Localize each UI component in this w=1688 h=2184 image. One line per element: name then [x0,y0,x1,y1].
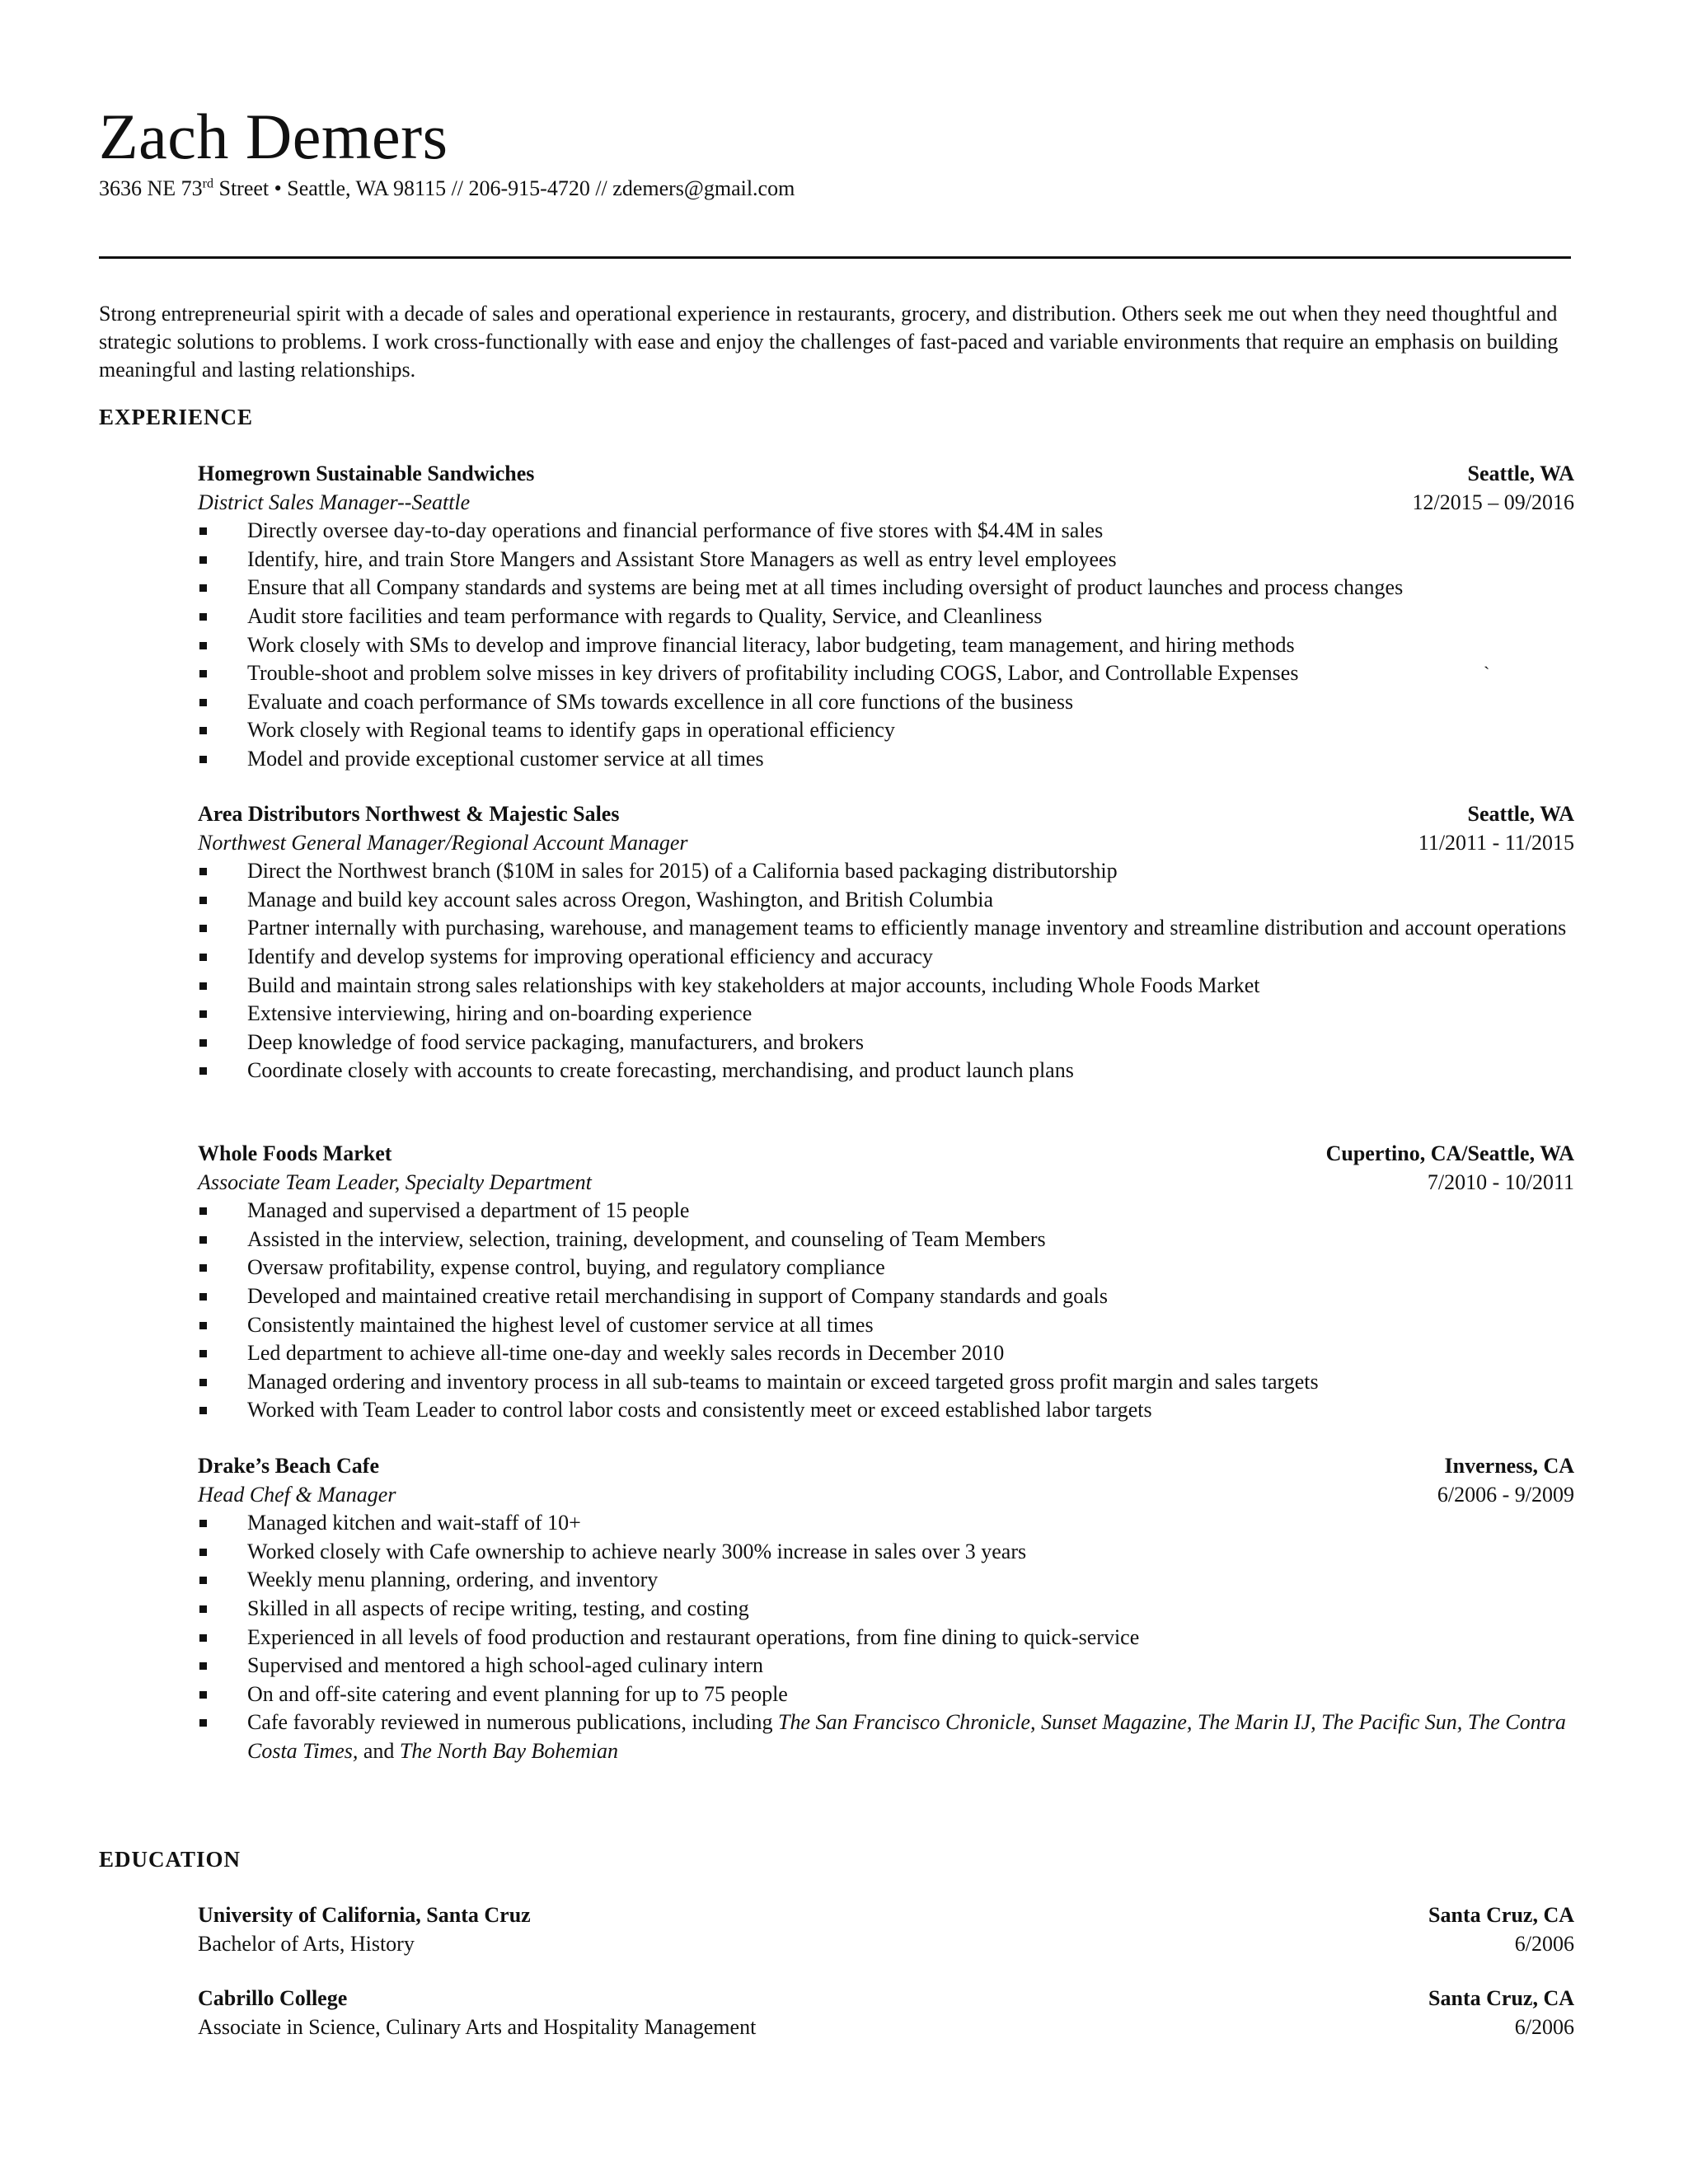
bullet-text: Assisted in the interview, selection, training, development, and counseling of Team Members [247,1226,1046,1251]
job-company: Homegrown Sustainable Sandwiches [198,462,535,485]
bullet-square-icon [199,954,207,961]
bullet-text: Skilled in all aspects of recipe writing, testing, and costing [247,1596,749,1620]
bullet-item [198,1396,1574,1425]
bullet-item [198,1282,1574,1311]
bullet-square-icon [199,642,207,649]
bullet-square-icon [199,670,207,677]
bullet-text: Manage and build key account sales across Oregon, Washington, and British Columbia [247,887,994,912]
bullet-conjunction: and [358,1738,400,1763]
school-degree: Bachelor of Arts, History [198,1931,415,1956]
bullet-item [198,914,1574,943]
bullet-square-icon [199,613,207,621]
bullet-text: Managed kitchen and wait-staff of 10+ [247,1511,581,1535]
bullet-text: Coordinate closely with accounts to create forecasting, merchandising, and product launch plans [247,1058,1074,1083]
job-company: Whole Foods Market [198,1141,392,1165]
bullet-text: Extensive interviewing, hiring and on-boarding experience [247,1001,753,1026]
contact-address-start: 3636 NE 73 [99,176,203,200]
school-name: University of California, Santa Cruz [198,1903,531,1927]
education-entry [198,1901,1574,1958]
bullet-square-icon [199,1605,207,1613]
job-location: Seattle, WA [1467,462,1574,485]
bullet-square-icon [199,556,207,564]
job-entry [198,1140,1574,1425]
job-title: Head Chef & Manager [198,1482,396,1507]
bullet-text: Audit store facilities and team performance with regards to Quality, Service, and Cleanliness [247,603,1043,628]
bullet-text: Partner internally with purchasing, warehouse, and management teams to efficiently manage inventory and streamline distribution and account operations [247,916,1567,940]
job-title: Northwest General Manager/Regional Account Manager [198,830,688,855]
bullet-text: Identify and develop systems for improving operational efficiency and accuracy [247,944,933,968]
bullet-item [198,659,1574,688]
bullet-square-icon [199,699,207,706]
bullet-item [198,857,1574,886]
bullet-item [198,1000,1574,1029]
bullet-text: Work closely with SMs to develop and improve financial literacy, labor budgeting, team management, and hiring methods [247,632,1295,657]
bullet-text: Weekly menu planning, ordering, and inventory [247,1568,659,1592]
contact-line [99,175,795,203]
job-location: Cupertino, CA/Seattle, WA [1325,1141,1574,1165]
education-heading: EDUCATION [99,1847,241,1872]
header-divider [99,256,1571,259]
bullet-item [198,688,1574,717]
bullet-item [198,1254,1574,1282]
bullet-square-icon [199,1322,207,1329]
bullet-item [198,546,1574,574]
bullet-text: Led department to achieve all-time one-day and weekly sales records in December 2010 [247,1341,1005,1366]
bullet-item [198,1057,1574,1085]
bullet-item [198,602,1574,631]
bullet-item [198,1197,1574,1226]
job-bullets [198,517,1574,773]
school-date: 6/2006 [1514,1931,1574,1956]
job-location: Seattle, WA [1467,802,1574,826]
bullet-text: On and off-site catering and event planning for up to 75 people [247,1681,788,1706]
job-entry [198,460,1574,774]
job-dates: 7/2010 - 10/2011 [1427,1169,1574,1194]
bullet-text: Model and provide exceptional customer service at all times [247,746,764,771]
bullet-item [198,1509,1574,1538]
bullet-text: Direct the Northwest branch ($10M in sales for 2015) of a California based packaging distributorship [247,859,1118,883]
job-bullets [198,857,1574,1085]
bullet-text: Evaluate and coach performance of SMs towards excellence in all core functions of the business [247,689,1074,714]
job-dates: 6/2006 - 9/2009 [1437,1482,1574,1507]
school-location: Santa Cruz, CA [1428,1903,1574,1927]
bullet-item [198,972,1574,1001]
job-bullets [198,1197,1574,1425]
bullet-text: Managed ordering and inventory process in all sub-teams to maintain or exceed targeted gross profit margin and sales targets [247,1369,1319,1394]
job-title: District Sales Manager--Seattle [198,490,471,514]
bullet-item [198,745,1574,774]
bullet-final-publication: The North Bay Bohemian [399,1738,618,1763]
bullet-text: Build and maintain strong sales relationships with key stakeholders at major accounts, including Whole Foods Market [247,972,1260,997]
candidate-name: Zach Demers [99,101,448,172]
bullet-item [198,716,1574,745]
bullet-item [198,943,1574,972]
bullet-square-icon [199,1236,207,1244]
experience-heading: EXPERIENCE [99,405,254,429]
bullet-square-icon [199,1691,207,1699]
bullet-text: Developed and maintained creative retail merchandising in support of Company standards and goals [247,1283,1109,1308]
school-name: Cabrillo College [198,1986,348,2010]
bullet-square-icon [199,727,207,734]
bullet-square-icon [199,1350,207,1357]
bullet-text: Worked with Team Leader to control labor costs and consistently meet or exceed established labor targets [247,1398,1152,1422]
bullet-square-icon [199,1379,207,1386]
bullet-square-icon [199,756,207,763]
bullet-text: Deep knowledge of food service packaging, manufacturers, and brokers [247,1029,864,1054]
contact-address-end: Street • Seattle, WA 98115 // 206-915-4720 // zdemers@gmail.com [213,176,795,200]
bullet-text: Oversaw profitability, expense control, buying, and regulatory compliance [247,1255,885,1280]
job-location: Inverness, CA [1444,1454,1574,1478]
job-entry [198,800,1574,1085]
summary-paragraph: Strong entrepreneurial spirit with a decade of sales and operational experience in restaurants, grocery, and distribution. Others seek me out when they need thoughtful and strategic solutions to problems. I work cross-functionally with ease and enjoy the challenges of fast-paced and variable environments that require an emphasis on building meaningful and lasting relationships. [99,302,1559,382]
bullet-square-icon [199,1010,207,1018]
bullet-square-icon [199,868,207,875]
bullet-square-icon [199,1039,207,1047]
bullet-item [198,1538,1574,1567]
bullet-text-lead: Cafe favorably reviewed in numerous publications, including [247,1710,779,1735]
bullet-text: Worked closely with Cafe ownership to achieve nearly 300% increase in sales over 3 years [247,1539,1027,1563]
bullet-item [198,1566,1574,1595]
job-title: Associate Team Leader, Specialty Department [198,1169,592,1194]
job-entry [198,1452,1574,1766]
bullet-item [198,1226,1574,1254]
bullet-text: Work closely with Regional teams to identify gaps in operational efficiency [247,718,895,743]
job-dates: 12/2015 – 09/2016 [1412,490,1574,514]
stray-backtick-mark: ` [1484,663,1490,683]
bullet-square-icon [199,1293,207,1301]
bullet-publications: The San Francisco Chronicle, Sunset Magazine, The Marin IJ, The Pacific Sun, The Contra Costa Times, [247,1710,1566,1763]
bullet-item [198,631,1574,660]
bullet-item [198,1339,1574,1368]
bullet-item [198,574,1574,602]
bullet-square-icon [199,1407,207,1414]
bullet-item [198,1368,1574,1397]
bullet-item [198,1595,1574,1624]
bullet-item [198,1652,1574,1680]
bullet-text: Directly oversee day-to-day operations and financial performance of five stores with $4.4M in sales [247,518,1104,543]
bullet-square-icon [199,925,207,932]
bullet-text: Trouble-shoot and problem solve misses in key drivers of profitability including COGS, Labor, and Controllable Expenses [247,661,1299,686]
bullet-square-icon [199,1264,207,1272]
bullet-square-icon [199,1719,207,1727]
job-dates: 11/2011 - 11/2015 [1418,830,1574,855]
job-bullets [198,1509,1574,1765]
bullet-square-icon [199,527,207,535]
bullet-square-icon [199,1577,207,1584]
education-entry [198,1985,1574,2041]
bullet-item [198,1680,1574,1709]
school-date: 6/2006 [1514,2014,1574,2039]
bullet-text: Ensure that all Company standards and systems are being met at all times including oversight of product launches and process changes [247,575,1404,600]
job-company: Area Distributors Northwest & Majestic Sales [198,802,620,826]
job-company: Drake’s Beach Cafe [198,1454,379,1478]
bullet-square-icon [199,982,207,990]
bullet-square-icon [199,1549,207,1556]
bullet-square-icon [199,1662,207,1670]
bullet-text: Experienced in all levels of food production and restaurant operations, from fine dining to quick-service [247,1624,1140,1649]
school-location: Santa Cruz, CA [1428,1986,1574,2010]
bullet-square-icon [199,897,207,904]
bullet-text: Supervised and mentored a high school-aged culinary intern [247,1653,763,1678]
bullet-square-icon [199,584,207,592]
bullet-square-icon [199,1520,207,1527]
bullet-text: Identify, hire, and train Store Mangers and Assistant Store Managers as well as entry level employees [247,546,1117,571]
bullet-item [198,517,1574,546]
bullet-item [198,1311,1574,1340]
bullet-item [198,886,1574,915]
contact-ordinal-suffix: rd [202,176,213,191]
school-degree: Associate in Science, Culinary Arts and Hospitality Management [198,2014,757,2039]
bullet-item [198,1029,1574,1057]
bullet-square-icon [199,1634,207,1642]
bullet-text: Managed and supervised a department of 15 people [247,1198,690,1223]
bullet-square-icon [199,1067,207,1075]
bullet-text: Consistently maintained the highest level of customer service at all times [247,1312,874,1337]
bullet-item [198,1624,1574,1652]
bullet-square-icon [199,1207,207,1215]
bullet-item [198,1708,1574,1765]
